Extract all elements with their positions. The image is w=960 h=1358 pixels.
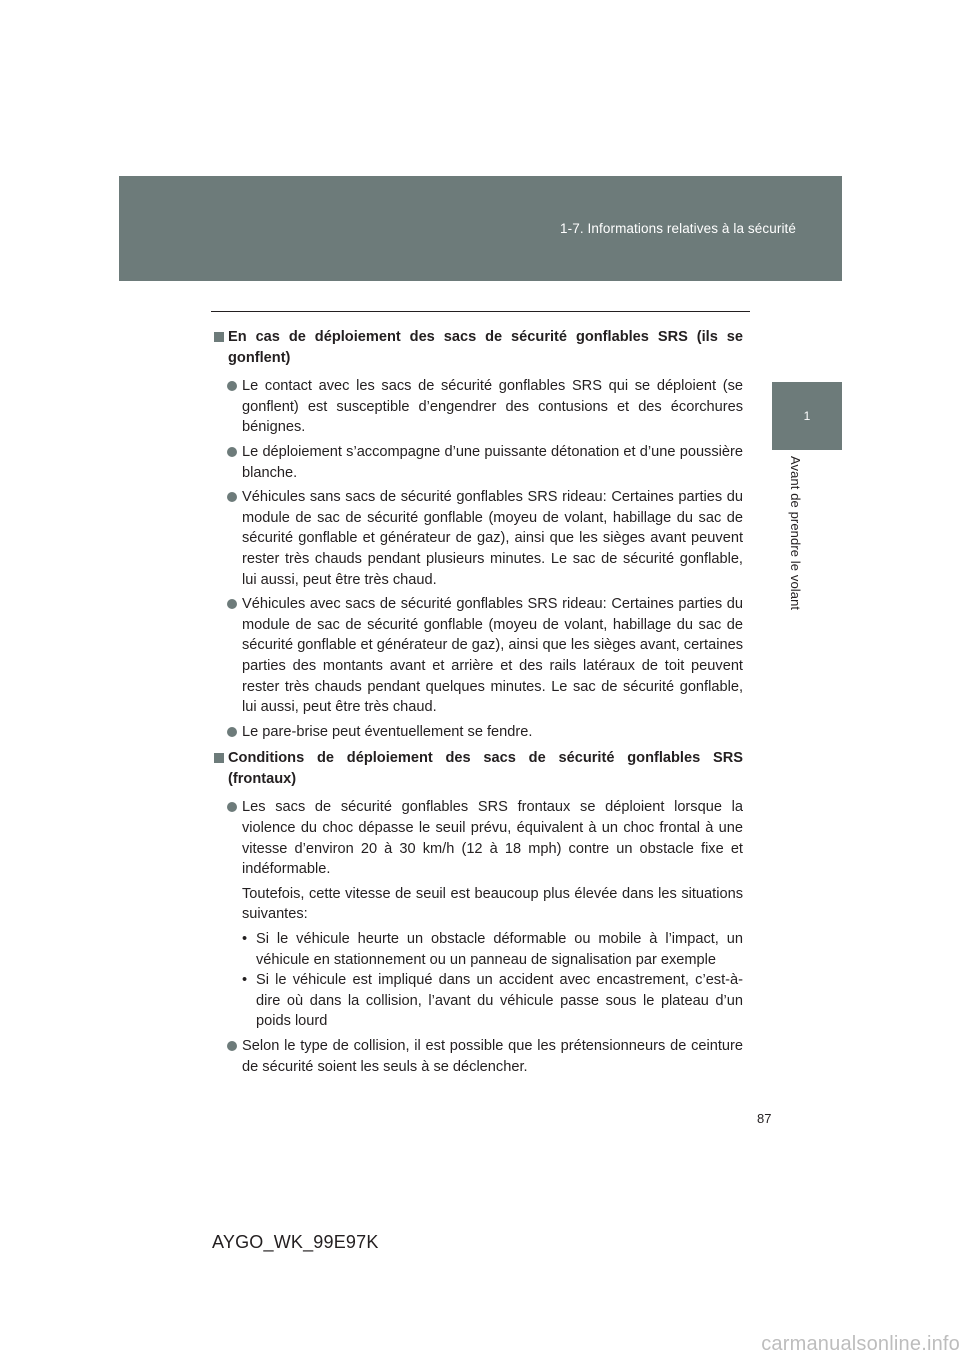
circle-bullet-icon — [227, 594, 242, 614]
list-item: Véhicules sans sacs de sécurité gonflables SRS rideau: Certaines parties du module de sac de sécurité gonflable (moyeu de volant, habillage du sac de sécurité gonflable et générateur de gaz), ainsi que les sièges avant peuvent rester très chauds pendant plusieurs minutes. Le sac de sécurité gonflable, lui aussi, peut être très chaud. — [227, 487, 743, 590]
sub-list-item: • Si le véhicule heurte un obstacle déformable ou mobile à l’impact, un véhicule en stationnement ou un panneau de signalisation par exemple — [242, 929, 743, 970]
sub-list-item: • Si le véhicule est impliqué dans un accident avec encastrement, c’est-à-dire où dans la collision, l’avant du véhicule passe sous le plateau d’un poids lourd — [242, 970, 743, 1032]
dot-bullet-icon: • — [242, 972, 248, 989]
list-item: Le déploiement s’accompagne d’une puissante détonation et d’une poussière blanche. — [227, 442, 743, 483]
list-item: Le contact avec les sacs de sécurité gonflables SRS qui se déploient (se gonflent) est susceptible d’engendrer des contusions et des écorchures bénignes. — [227, 376, 743, 438]
header-band — [119, 176, 842, 281]
circle-bullet-icon — [227, 797, 242, 817]
page-content — [214, 327, 743, 1081]
list-item: Véhicules avec sacs de sécurité gonflables SRS rideau: Certaines parties du module de sac de sécurité gonflable (moyeu de volant, habillage du sac de sécurité gonflable et générateur de gaz), ainsi que les sièges avant, certaines parties des montants avant et arrière et des rails latéraux de toit peuvent rester très chauds pendant quelques minutes. Le sac de sécurité gonflable, lui aussi, peut être très chaud. — [227, 594, 743, 718]
section-title: 1-7. Informations relatives à la sécurité — [560, 221, 796, 236]
circle-bullet-icon — [227, 442, 242, 462]
chapter-label: Avant de prendre le volant — [788, 456, 803, 611]
section-heading: Conditions de déploiement des sacs de sécurité gonflables SRS (frontaux) — [214, 748, 743, 789]
dot-bullet-icon: • — [242, 931, 248, 948]
chapter-number: 1 — [803, 409, 811, 423]
list-item: Le pare-brise peut éventuellement se fendre. — [227, 722, 743, 743]
list-item: Les sacs de sécurité gonflables SRS frontaux se déploient lorsque la violence du choc dépasse le seuil prévu, équivalent à un choc frontal à une vitesse d’environ 20 à 30 km/h (12 à 18 mph) contre un obstacle fixe et indéformable. — [227, 797, 743, 879]
square-bullet-icon — [214, 753, 228, 763]
circle-bullet-icon — [227, 722, 242, 742]
chapter-tab — [772, 382, 842, 450]
list-item: Selon le type de collision, il est possible que les prétensionneurs de ceinture de sécurité soient les seuls à se déclencher. — [227, 1036, 743, 1077]
circle-bullet-icon — [227, 487, 242, 507]
circle-bullet-icon — [227, 1036, 242, 1056]
document-code: AYGO_WK_99E97K — [212, 1232, 379, 1252]
circle-bullet-icon — [227, 376, 242, 396]
page-number: 87 — [757, 1111, 772, 1126]
paragraph: Toutefois, cette vitesse de seuil est beaucoup plus élevée dans les situations suivantes: — [242, 885, 743, 923]
watermark: carmanualsonline.info — [761, 1333, 960, 1355]
top-rule — [211, 311, 750, 312]
square-bullet-icon — [214, 332, 228, 342]
section-heading: En cas de déploiement des sacs de sécurité gonflables SRS (ils se gonflent) — [214, 327, 743, 368]
